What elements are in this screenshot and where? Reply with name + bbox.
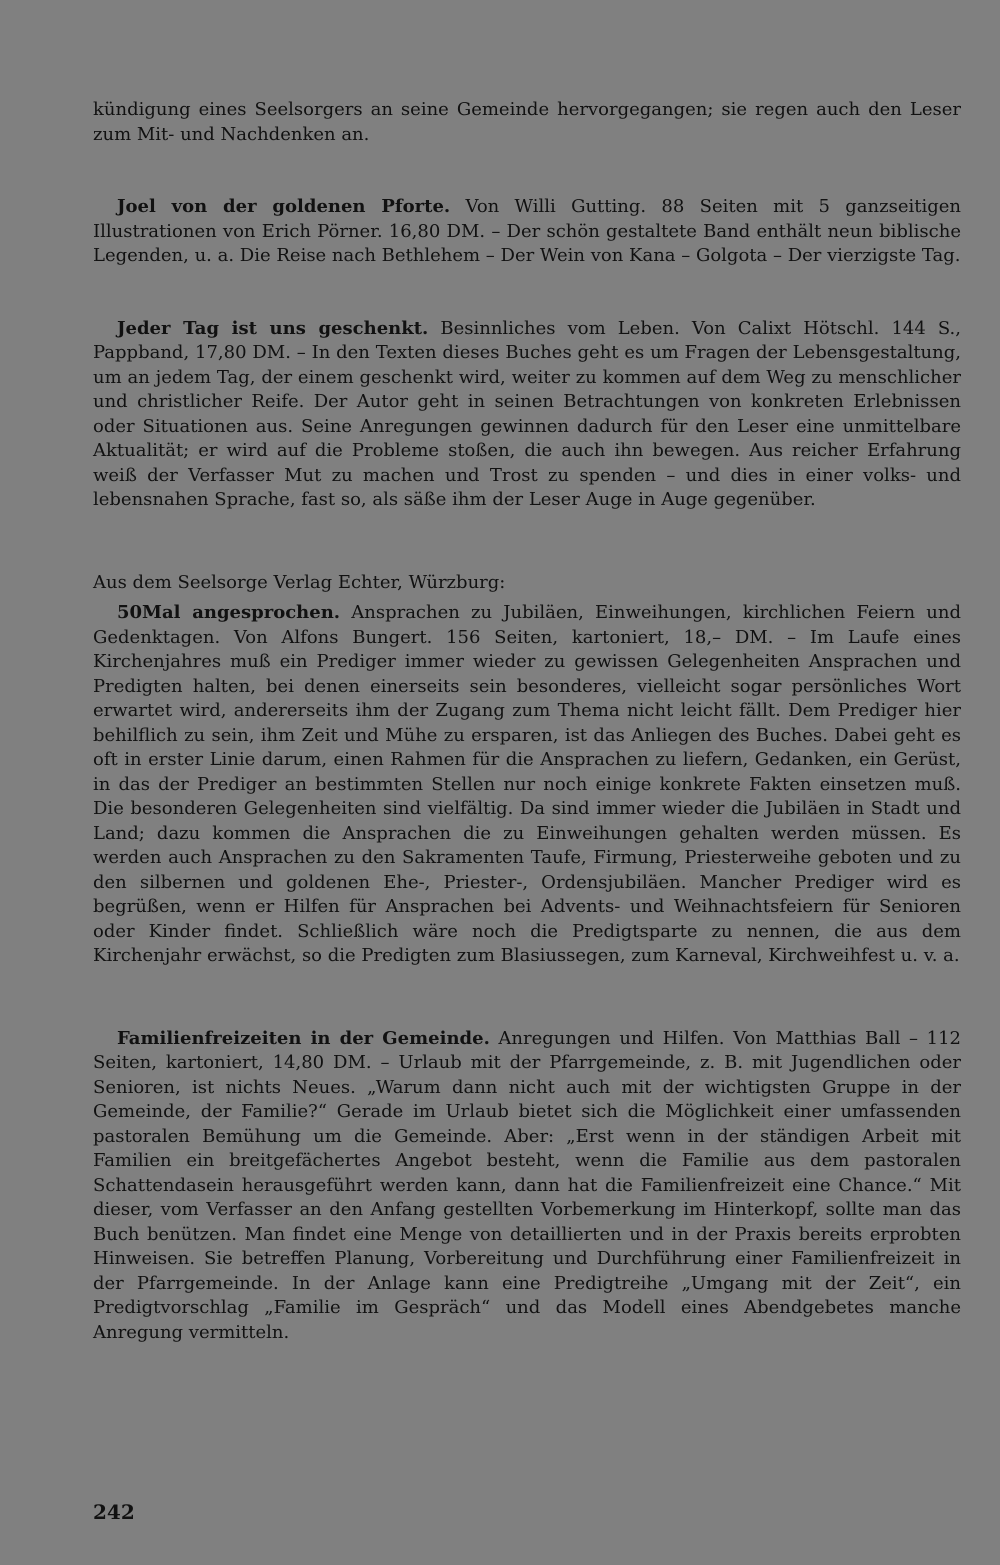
page-number: 242: [93, 1500, 135, 1524]
book-review-joel: [93, 195, 961, 269]
book-review-familienfreizeiten: [93, 1027, 961, 1346]
review-text: Von Willi Gutting. 88 Seiten mit 5 ganzseitigen Illustrationen von Erich Pörner. 16,80 DM. – Der schön gestaltete Band enthält neun biblische Legenden, u. a. Die Reise nach Bethlehem – Der Wein von Kana – Golgota – Der vierzigste Tag.: [93, 196, 961, 266]
book-title: Jeder Tag ist uns geschenkt.: [117, 317, 429, 339]
page-body: [93, 98, 961, 1345]
book-title: Familienfreizeiten in der Gemeinde.: [117, 1027, 490, 1049]
publisher-text: Aus dem Seelsorge Verlag Echter, Würzburg:: [93, 571, 506, 593]
paragraph-continuation: [93, 98, 961, 147]
publisher-heading: [93, 571, 961, 596]
review-text: Anregungen und Hilfen. Von Matthias Ball – 112 Seiten, kartoniert, 14,80 DM. – Urlaub mit der Pfarrgemeinde, z. B. mit Jugendlichen oder Senioren, ist nichts Neues. „Warum dann nicht auch mit der wichtigsten Gruppe in der Gemeinde, der Familie?“ Gerade im Urlaub bietet sich die Möglichkeit einer umfassenden pastoralen Bemühung um die Gemeinde. Aber: „Erst wenn in der ständigen Arbeit mit Familien ein breitgefächertes Angebot besteht, wenn die Familie aus dem pastoralen Schattendasein herausgeführt werden kann, dann hat die Familienfreizeit eine Chance.“ Mit dieser, vom Verfasser an den Anfang gestellten Vorbemerkung im Hinterkopf, sollte man das Buch benützen. Man findet eine Menge von detaillierten und in der Praxis bereits erprobten Hinweisen. Sie betreffen Planung, Vorbereitung und Durchführung einer Familienfreizeit in der Pfarrgemeinde. In der Anlage kann eine Predigtreihe „Umgang mit der Zeit“, ein Predigtvorschlag „Familie im Gespräch“ und das Modell eines Abendgebetes manche Anregung vermitteln.: [93, 1027, 961, 1343]
review-text: Ansprachen zu Jubiläen, Einweihungen, kirchlichen Feiern und Gedenktagen. Von Alfons Bungert. 156 Seiten, kartoniert, 18,– DM. – Im Laufe eines Kirchenjahres muß ein Prediger immer wieder zu gewissen Gelegenheiten Ansprachen und Predigten halten, bei denen einerseits sein besonderes, vielleicht sogar persönliches Wort erwartet wird, andererseits ihm der Zugang zum Thema nicht leicht fällt. Dem Prediger hier behilflich zu sein, ihm Zeit und Mühe zu ersparen, ist das Anliegen des Buches. Dabei geht es oft in erster Linie darum, einen Rahmen für die Ansprachen zu liefern, Gedanken, ein Gerüst, in das der Prediger an bestimmten Stellen nur noch einige konkrete Fakten einsetzen muß. Die besonderen Gelegenheiten sind vielfältig. Da sind immer wieder die Jubiläen in Stadt und Land; dazu kommen die Ansprachen die zu Einweihungen gehalten werden müssen. Es werden auch Ansprachen zu den Sakramenten Taufe, Firmung, Priesterweihe geboten und zu den silbernen und goldenen Ehe-, Priester-, Ordensjubiläen. Mancher Prediger wird es begrüßen, wenn er Hilfen für Ansprachen bei Advents- und Weihnachtsfeiern für Senioren oder Kinder findet. Schließlich wäre noch die Predigtsparte zu nennen, die aus dem Kirchenjahr erwächst, so die Predigten zum Blasiussegen, zum Karneval, Kirchweihfest u. v. a.: [93, 602, 961, 966]
book-review-50mal: [93, 601, 961, 969]
paragraph-text: kündigung eines Seelsorgers an seine Gemeinde hervorgegangen; sie regen auch den Leser zum Mit- und Nachdenken an.: [93, 99, 961, 145]
book-title: Joel von der goldenen Pforte.: [117, 196, 451, 217]
review-text: Besinnliches vom Leben. Von Calixt Hötschl. 144 S., Pappband, 17,80 DM. – In den Texten dieses Buches geht es um Fragen der Lebensgestaltung, um an jedem Tag, der einem geschenkt wird, weiter zu kommen auf dem Weg zu menschlicher und christlicher Reife. Der Autor geht in seinen Betrachtungen von konkreten Erlebnissen oder Situationen aus. Seine Anregungen gewinnen dadurch für den Leser eine unmittelbare Aktualität; er wird auf die Probleme stoßen, die auch ihn bewegen. Aus reicher Erfahrung weiß der Verfasser Mut zu machen und Trost zu spenden – und dies in einer volks- und lebensnahen Sprache, fast so, als säße ihm der Leser Auge in Auge gegenüber.: [93, 317, 962, 510]
book-title: 50Mal angesprochen.: [117, 602, 341, 623]
book-review-jeder-tag: [93, 317, 961, 513]
